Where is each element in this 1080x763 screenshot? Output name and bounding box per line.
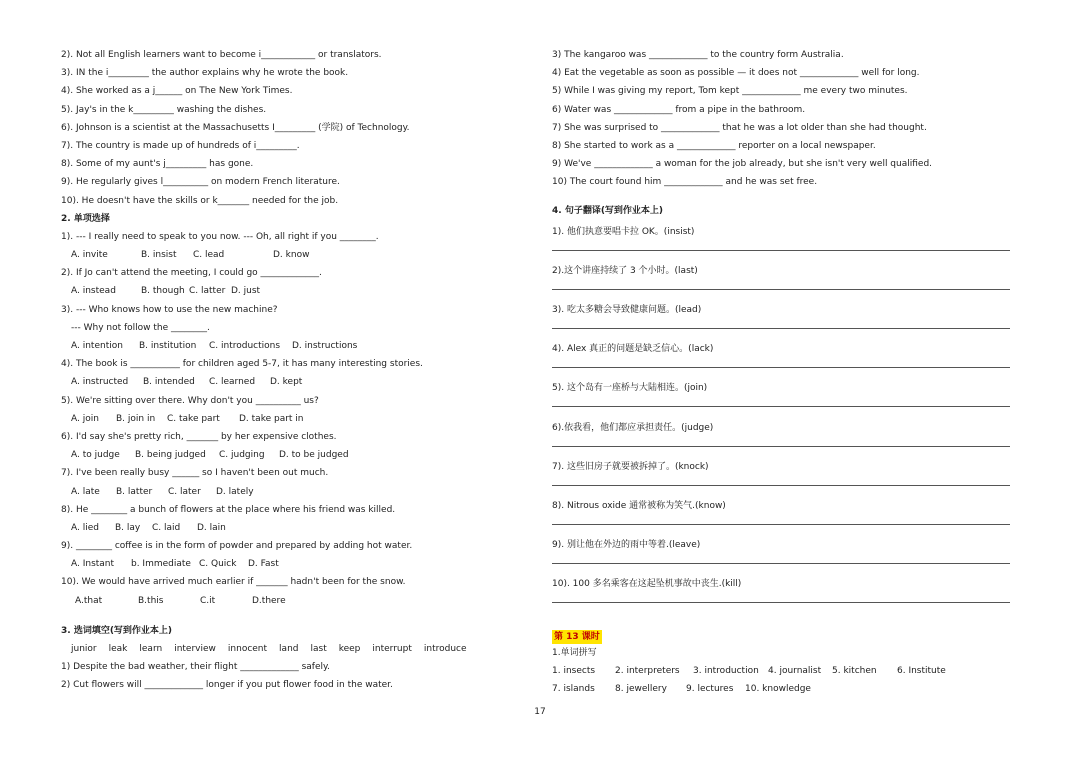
cloze-section-title: 3. 选词填空(写到作业本上) (61, 625, 173, 636)
word-bank-item: leak (108, 644, 128, 654)
answer-item: 3. introduction (693, 665, 759, 676)
answer-item: 4. journalist (768, 665, 822, 676)
spelling-item: 8). Some of my aunt's j_________ has gone. (61, 159, 254, 170)
mc-question: 10). We would have arrived much earlier if _______ hadn't been for the snow. (61, 577, 406, 588)
word-bank-item: interrupt (372, 644, 412, 654)
mc-question: 4). The book is ___________ for children aged 5-7, it has many interesting stories. (61, 359, 423, 370)
answer-item: 10. knowledge (745, 683, 811, 694)
mc-option: D. take part in (239, 413, 304, 424)
answer-line (552, 446, 1010, 447)
cloze-continued (552, 46, 1010, 192)
mc-option: C.it (200, 595, 216, 606)
translation-prompt: 6).依我看，他们都应承担责任。(judge) (552, 422, 714, 433)
mc-question: 1). --- I really need to speak to you now. --- Oh, all right if you ________. (61, 231, 379, 242)
mc-option: D.there (252, 595, 286, 606)
translation-item (552, 259, 1010, 298)
spelling-item: 2). Not all English learners want to become i____________ or translators. (61, 50, 382, 60)
mc-option: B. being judged (135, 450, 206, 461)
mc-option: D. to be judged (279, 450, 349, 461)
word-bank-item: last (310, 644, 327, 654)
mc-option: D. instructions (292, 341, 358, 351)
mc-option: A. intention (71, 341, 123, 351)
mc-option: A. to judge (71, 450, 120, 461)
mc-option: B. though (141, 286, 185, 297)
translation-prompt: 8). Nitrous oxide 通常被称为笑气.(know) (552, 501, 726, 511)
answer-item: 2. interpreters (615, 665, 680, 676)
mc-options (61, 555, 491, 573)
translation-item (552, 298, 1010, 337)
mc-option: D. know (273, 250, 310, 261)
spelling-item: 6). Johnson is a scientist at the Massachusetts I_________ (学院) of Technology. (61, 122, 410, 133)
mc-option: D. kept (270, 377, 303, 388)
mc-option: A. instead (71, 286, 116, 297)
cloze-item: 6) Water was _____________ from a pipe in the bathroom. (552, 104, 806, 115)
answer-item: 7. islands (552, 683, 595, 694)
answer-row (552, 662, 1010, 680)
mc-question: 9). ________ coffee is in the form of powder and prepared by adding hot water. (61, 541, 413, 552)
spelling-item: 7). The country is made up of hundreds of i_________. (61, 140, 300, 151)
translation-item (552, 376, 1010, 415)
mc-option: A. invite (71, 250, 108, 261)
answer-line (552, 524, 1010, 525)
right-column (552, 46, 1010, 698)
translation-item (552, 337, 1010, 376)
mc-option: D. lain (197, 522, 226, 533)
mc-options (61, 446, 491, 464)
translation-item (552, 494, 1010, 533)
mc-question: 7). I've been really busy ______ so I haven't been out much. (61, 468, 329, 479)
mc-options (61, 592, 491, 610)
translation-prompt: 9). 别让他在外边的雨中等着.(leave) (552, 540, 701, 551)
mc-option: A. Instant (71, 559, 115, 570)
translation-item (552, 572, 1010, 611)
mc-option: B. intended (143, 377, 195, 388)
mc-question: 3). --- Who knows how to use the new machine? (61, 304, 278, 315)
word-bank-item: interview (174, 644, 216, 654)
translation-prompt: 7). 这些旧房子就要被拆掉了。(knock) (552, 461, 709, 472)
answer-line (552, 485, 1010, 486)
word-bank-item: innocent (227, 644, 268, 654)
lesson-title: 第 13 课时 (554, 631, 600, 642)
translation-prompt: 1). 他们执意要唱卡拉 OK。(insist) (552, 226, 695, 237)
mc-section-title: 2. 单项选择 (61, 213, 110, 224)
mc-option: C. laid (152, 522, 181, 533)
page-number: 17 (534, 707, 546, 717)
mc-question: --- Why not follow the ________. (71, 322, 210, 333)
mc-option: b. Immediate (131, 559, 191, 570)
answer-item: 1. insects (552, 665, 596, 676)
mc-option: C. take part (167, 413, 220, 424)
cloze-item: 9) We've _____________ a woman for the job already, but she isn't very well qualified. (552, 159, 933, 170)
spelling-item: 4). She worked as a j______ on The New York Times. (61, 86, 293, 97)
answer-line (552, 406, 1010, 407)
mc-section (61, 228, 491, 610)
mc-option: D. lately (216, 486, 254, 497)
translation-prompt: 4). Alex 真正的问题是缺乏信心。(lack) (552, 344, 714, 355)
mc-option: B. lay (115, 522, 141, 533)
word-bank (61, 640, 491, 658)
mc-option: C. lead (193, 250, 225, 261)
mc-option: B. latter (116, 486, 153, 497)
mc-option: C. judging (219, 450, 265, 461)
cloze-item: 10) The court found him _____________ and he was set free. (552, 177, 818, 188)
mc-option: D. Fast (248, 559, 279, 570)
translation-prompt: 3). 吃太多糖会导致健康问题。(lead) (552, 305, 702, 316)
mc-option: B. insist (141, 250, 177, 261)
mc-question: 8). He ________ a bunch of flowers at the place where his friend was killed. (61, 504, 396, 515)
cloze-item: 2) Cut flowers will _____________ longer if you put flower food in the water. (61, 680, 393, 691)
mc-options (61, 337, 491, 355)
answer-heading: 1.单词拼写 (552, 647, 597, 658)
translation-item (552, 455, 1010, 494)
translation-section-title: 4. 句子翻译(写到作业本上) (552, 205, 664, 216)
translation-item (552, 416, 1010, 455)
translation-item (552, 533, 1010, 572)
mc-options (61, 483, 491, 501)
cloze-item: 1) Despite the bad weather, their flight _____________ safely. (61, 662, 330, 673)
word-bank-item: keep (338, 644, 361, 654)
answer-line (552, 563, 1010, 564)
answer-item: 8. jewellery (615, 683, 667, 694)
spelling-item: 9). He regularly gives l__________ on modern French literature. (61, 177, 340, 188)
mc-option: A.that (75, 595, 103, 606)
mc-options (61, 410, 491, 428)
mc-options (61, 519, 491, 537)
mc-option: A. lied (71, 522, 99, 533)
translation-item (552, 220, 1010, 259)
word-bank-item: learn (139, 644, 163, 654)
spelling-item: 10). He doesn't have the skills or k_______ needed for the job. (61, 195, 339, 206)
cloze-item: 7) She was surprised to _____________ that he was a lot older than she had thought. (552, 122, 927, 133)
spelling-item: 5). Jay's in the k_________ washing the dishes. (61, 104, 267, 115)
mc-option: B. join in (116, 413, 156, 424)
answer-line (552, 250, 1010, 251)
mc-question: 6). I'd say she's pretty rich, _______ by her expensive clothes. (61, 431, 337, 442)
mc-option: A. instructed (71, 377, 129, 388)
answer-row (552, 680, 1010, 698)
answer-line (552, 367, 1010, 368)
answer-line (552, 328, 1010, 329)
mc-option: C. introductions (209, 341, 281, 351)
word-bank-item: junior (71, 644, 97, 654)
answer-line (552, 602, 1010, 603)
mc-option: C. later (168, 486, 201, 497)
cloze-item: 8) She started to work as a _____________ reporter on a local newspaper. (552, 140, 876, 151)
word-bank-item: land (279, 644, 299, 654)
mc-option: C. learned (209, 377, 256, 388)
translation-prompt: 10). 100 多名乘客在这起坠机事故中丧生.(kill) (552, 579, 742, 590)
mc-options (61, 246, 491, 264)
answer-item: 6. Institute (897, 665, 946, 676)
spelling-section (61, 46, 491, 210)
mc-question: 5). We're sitting over there. Why don't you __________ us? (61, 395, 319, 406)
mc-option: B.this (138, 595, 164, 606)
mc-option: A. join (71, 413, 99, 424)
mc-option: C. latter (189, 286, 226, 297)
mc-option: D. just (231, 286, 261, 297)
cloze-item: 4) Eat the vegetable as soon as possible — it does not _____________ well for long. (552, 68, 920, 79)
spelling-item: 3). IN the i_________ the author explains why he wrote the book. (61, 68, 349, 79)
answer-line (552, 289, 1010, 290)
mc-option: C. Quick (199, 559, 237, 570)
translation-prompt: 2).这个讲座持续了 3 个小时。(last) (552, 265, 698, 276)
mc-options (61, 282, 491, 300)
mc-options (61, 373, 491, 391)
cloze-item: 5) While I was giving my report, Tom kept _____________ me every two minutes. (552, 86, 908, 97)
translation-section (552, 220, 1010, 612)
answer-item: 5. kitchen (832, 665, 877, 676)
answer-item: 9. lectures (686, 683, 734, 694)
left-column (61, 46, 491, 695)
word-bank-item: introduce (423, 644, 467, 654)
cloze-item: 3) The kangaroo was _____________ to the country form Australia. (552, 50, 844, 60)
mc-question: 2). If Jo can't attend the meeting, I could go _____________. (61, 268, 322, 279)
mc-option: B. institution (139, 341, 197, 351)
mc-option: A. late (71, 486, 100, 497)
translation-prompt: 5). 这个岛有一座桥与大陆相连。(join) (552, 383, 708, 394)
